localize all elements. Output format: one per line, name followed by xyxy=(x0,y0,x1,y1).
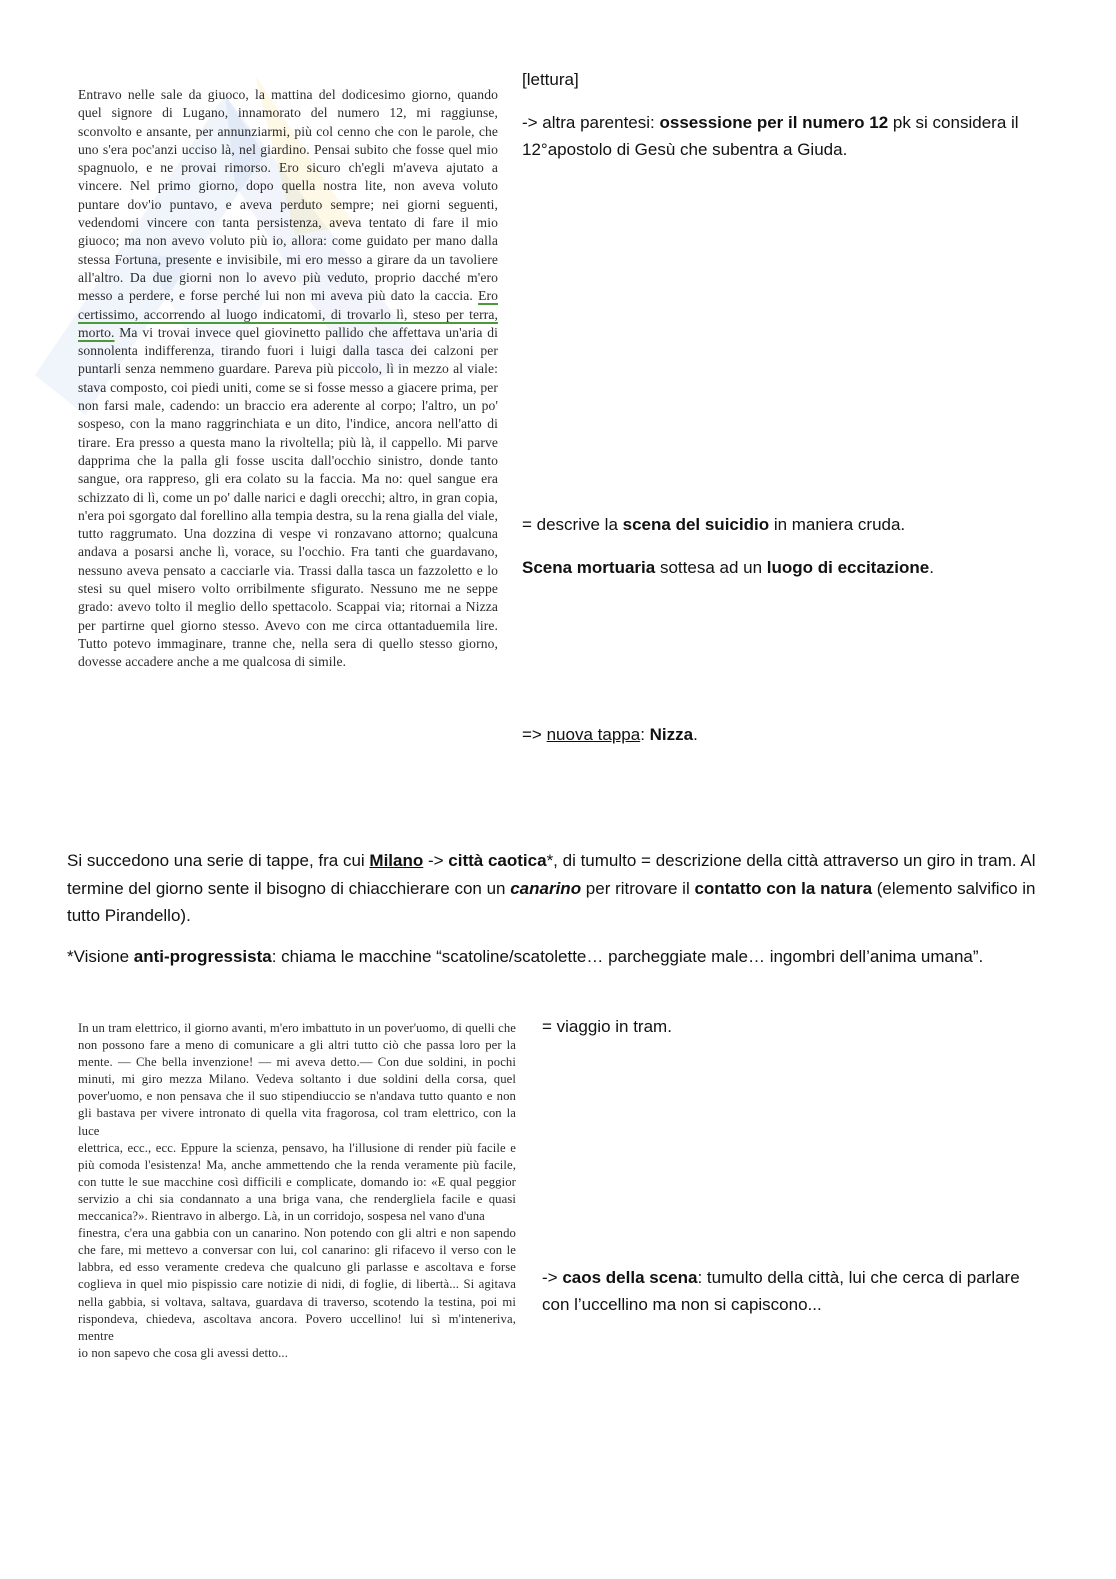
paragraph-tappe-milano: Si succedono una serie di tappe, fra cui Milano -> città caotica*, di tumulto = descrizione della città attraverso un giro in tram. Al termine del giorno sente il bisogno di chiacchierare con un canarino per ritrovare il contatto con la natura (elemento salvifico in tutto Pirandello). xyxy=(67,851,1036,925)
note-viaggio-tram: = viaggio in tram. xyxy=(542,1017,672,1036)
excerpt2-line-block-1: In un tram elettrico, il giorno avanti, m'ero imbattuto in un pover'uomo, di quelli che non possono fare a meno di comunicare a gli altri tutto ciò che passa loro per la mente. — Che bella invenzione! — mi aveva detto.— Con due soldini, in pochi minuti, mi giro mezza Milano. Vedeva soltanto i due soldini della corsa, quel pover'uomo, e non pensava che il suo stipendiuccio se n'andava tutto quanto e non gli bastava per vivere intronato di quella vita fragorosa, col tram elettrico, con la luce xyxy=(78,1021,516,1138)
keyword-citta-caotica: città caotica xyxy=(448,851,547,870)
paragraph-anti-progressista: *Visione anti-progressista: chiama le macchine “scatoline/scatolette… parcheggiate male… ingombri dell’anima umana”. xyxy=(67,947,984,966)
note-parentesi: -> altra parentesi: ossessione per il numero 12 pk si considera il 12°apostolo di Gesù che subentra a Giuda. xyxy=(522,113,1019,159)
excerpt2-line-block-4: io non sapevo che cosa gli avessi detto... xyxy=(78,1345,288,1360)
keyword-canarino: canarino xyxy=(510,878,582,898)
note-scena-suicidio: = descrive la scena del suicidio in maniera cruda. xyxy=(522,515,906,534)
excerpt-scan-suicide xyxy=(78,86,498,672)
excerpt-underlined-sentence: Ero certissimo, accorrendo al luogo indicatomi, di trovarlo lì, steso per terra, morto. xyxy=(78,288,498,340)
excerpt-text-part2: Ma vi trovai invece quel giovinetto pallido che affettava un'aria di sonnolenta indifferenza, tirando fuori i luigi dalla tasca dei calzoni per puntarli senza nemmeno guardare. Pareva più piccolo, lì in mezzo al viale: stava composto, coi piedi uniti, come se si fosse messo a giacere prima, per non farsi male, cadendo: un braccio era aderente al corpo; l'altro, un po' sospeso, con la mano raggrinchiata e un dito, l'indice, ancora nell'atto di tirare. Era presso a questa mano la rivoltella; più là, il cappello. Mi parve dapprima che la palla gli fosse uscita dall'occhio sinistro, donde tanto sangue, ora rappreso, gli era colato su la faccia. Ma no: quel sangue era schizzato di lì, come un po' dalle narici e dagli orecchi; altro, in gran copia, n'era poi sgorgato dal forellino alla tempia destra, su la rena gialla del viale, tutto raggrumato. Una dozzina di vespe vi ronzavano attorno; qualcuna andava a posarsi anche lì, vorace, su l'occhio. Fra tanti che guardavano, nessuno aveva pensato a cacciarle via. Trassi dalla tasca un fazzoletto e lo stesi su quel misero volto orribilmente sfigurato. Nessuno me ne seppe grado: avevo tolto il meglio dello spettacolo. Scappai via; ritornai a Nizza per partirne quel giorno stesso. Avevo con me circa ottantaduemila lire. Tutto potevo immaginare, tranne che, nella sera di quello stesso giorno, dovesse accadere anche a me qualcosa di simile. xyxy=(78,324,498,670)
excerpt-scan-tram xyxy=(78,1020,516,1362)
note-nuova-tappa: => nuova tappa: Nizza. xyxy=(522,725,698,744)
keyword-anti-progressista: anti-progressista xyxy=(133,947,272,966)
keyword-scena-mortuaria: Scena mortuaria xyxy=(522,558,656,577)
note-lettura: [lettura] xyxy=(522,70,579,89)
excerpt2-line-block-2: elettrica, ecc., ecc. Eppure la scienza, pensavo, ha l'illusione di render più facile e più comoda l'esistenza! Ma, anche ammettendo che la renda veramente più facile, con tutte le sue macchine così difficili e complicate, domando io: «E qual peggior servizio a chi sia condannato a una briga vana, che rendergliela facile e quasi meccanica?». Rientravo in albergo. Là, in un corridojo, sospesa nel vano d'una xyxy=(78,1140,516,1224)
keyword-milano: Milano xyxy=(369,851,424,870)
keyword-contatto-natura: contatto con la natura xyxy=(694,878,873,898)
keyword-caos-scena: caos della scena xyxy=(562,1268,698,1287)
keyword-nizza: Nizza xyxy=(649,725,694,744)
note-caos-scena: -> caos della scena: tumulto della città, lui che cerca di parlare con l’uccellino ma non si capiscono... xyxy=(542,1268,1020,1314)
excerpt-text-part1: Entravo nelle sale da giuoco, la mattina del dodicesimo giorno, quando quel signore di Lugano, innamorato del numero 12, mi raggiunse, sconvolto e ansante, per annunziarmi, più col cenno che con le parole, che uno s'era poc'anzi ucciso là, nel giardino. Pensai subito che fosse quel mio spagnuolo, e ne provai rimorso. Ero sicuro ch'egli m'aveva ajutato a vincere. Nel primo giorno, dopo quella nostra lite, non aveva voluto puntare dov'io puntavo, e aveva perduto sempre; nei giorni seguenti, vedendomi vincere con tanta persistenza, aveva tentato di fare il mio giuoco; ma non avevo voluto più io, allora: come guidato per mano dalla stessa Fortuna, presente e invisibile, mi ero messo a girare da un tavoliere all'altro. Da due giorni non lo avevo più veduto, proprio dacché m'ero messo a perdere, e forse perché lui non mi aveva più dato la caccia. xyxy=(78,87,498,304)
excerpt2-line-block-3: finestra, c'era una gabbia con un canarino. Non potendo con gli altri e non sapendo che fare, mi mettevo a conversar con lui, col canarino: gli rifacevo il verso con le labbra, ed esso veramente credeva che qualcuno gli parlasse e ascoltava e forse coglieva in quel mio pispissio care notizie di nidi, di foglie, di libertà... Si agitava nella gabbia, si voltava, saltava, guardava di traverso, scotendo la testina, poi mi rispondeva, chiedeva, ascoltava ancora. Povero uccellino! lui sì m'inteneriva, mentre xyxy=(78,1226,516,1343)
keyword-scena-suicidio: scena del suicidio xyxy=(622,515,770,534)
keyword-nuova-tappa: nuova tappa xyxy=(546,725,641,744)
keyword-luogo-eccitazione: luogo di eccitazione xyxy=(766,558,930,577)
keyword-numero-12: ossessione per il numero 12 xyxy=(659,113,889,132)
note-scena-mortuaria: Scena mortuaria sottesa ad un luogo di eccitazione. xyxy=(522,558,934,577)
